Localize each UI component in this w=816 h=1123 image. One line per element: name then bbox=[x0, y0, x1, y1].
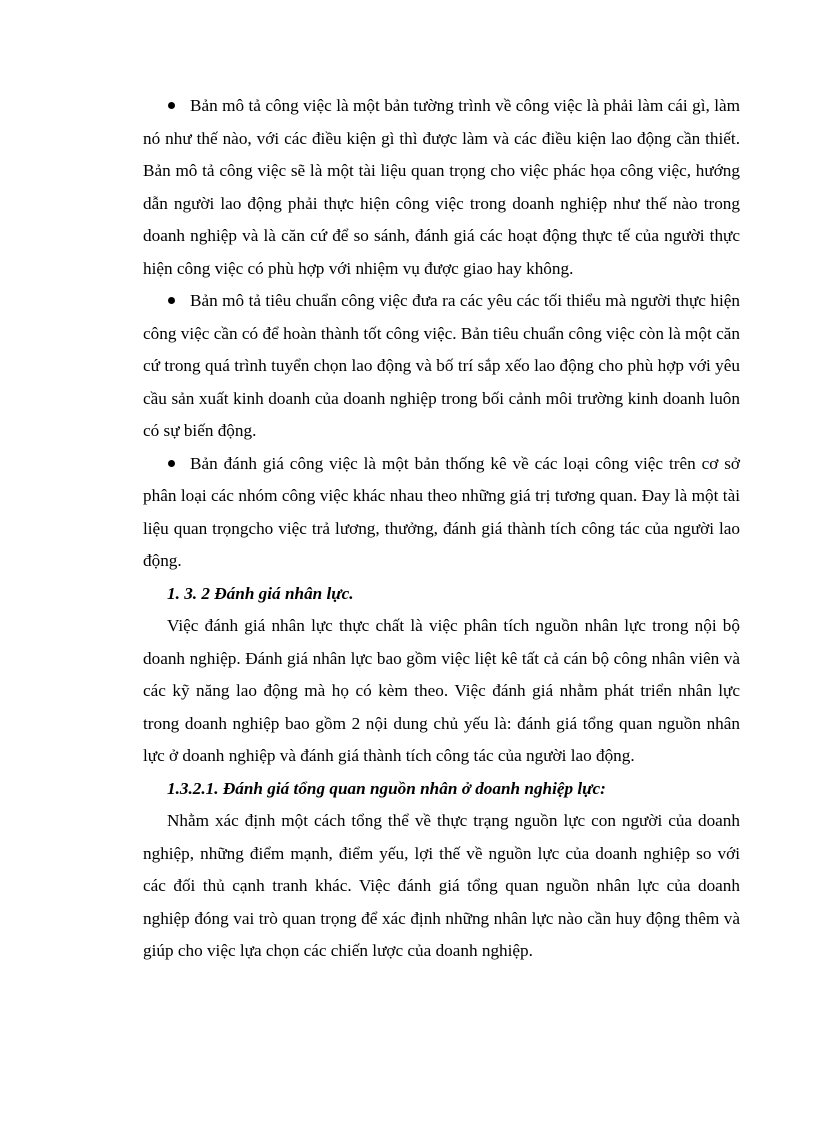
section-heading-1-3-2-1: 1.3.2.1. Đánh giá tổng quan nguồn nhân ở doanh nghiệp lực: bbox=[167, 778, 606, 798]
body-paragraph-hr-evaluation: Việc đánh giá nhân lực thực chất là việc phân tích nguồn nhân lực trong nội bộ doanh nghiệp. Đánh giá nhân lực bao gồm việc liệt kê tất cả cán bộ công nhân viên và các kỹ năng lao động mà họ có kèm theo. Việc đánh giá nhằm phát triển nhân lực trong doanh nghiệp bao gồm 2 nội dung chủ yếu là: đánh giá tổng quan nguồn nhân lực ở doanh nghiệp và đánh giá thành tích công tác của người lao động. bbox=[143, 616, 740, 765]
bullet-paragraph-job-standard bbox=[143, 285, 740, 448]
bullet-paragraph-job-evaluation bbox=[143, 448, 740, 578]
bullet-text: Bản mô tả công việc là một bản tường trình về công việc là phải làm cái gì, làm nó như thế nào, với các điều kiện gì thì được làm và các điều kiện lao động cần thiết. Bản mô tả công việc sẽ là một tài liệu quan trọng cho việc phác họa công việc, hướng dẫn người lao động phải thực hiện công việc trong doanh nghiệp như thế nào trong doanh nghiệp và là căn cứ để so sánh, đánh giá các hoạt động thực tế của người thực hiện công việc có phù hợp với nhiệm vụ được giao hay không. bbox=[143, 96, 740, 278]
section-heading-1-3-2: 1. 3. 2 Đánh giá nhân lực. bbox=[167, 583, 354, 603]
bullet-icon bbox=[168, 102, 175, 109]
bullet-paragraph-job-description bbox=[143, 90, 740, 285]
document-body bbox=[143, 90, 740, 968]
bullet-icon bbox=[168, 297, 175, 304]
bullet-text: Bản đánh giá công việc là một bản thống kê về các loại công việc trên cơ sở phân loại các nhóm công việc khác nhau theo những giá trị tương quan. Đay là một tài liệu quan trọngcho việc trả lương, thưởng, đánh giá thành tích công tác của người lao động. bbox=[143, 453, 740, 570]
body-paragraph-overview-evaluation: Nhằm xác định một cách tổng thể về thực trạng nguồn lực con người của doanh nghiệp, những điểm mạnh, điểm yếu, lợi thế về nguồn lực của doanh nghiệp so với các đối thủ cạnh tranh khác. Việc đánh giá tổng quan nguồn nhân lực của doanh nghiệp đóng vai trò quan trọng để xác định những nhân lực nào cần huy động thêm và giúp cho việc lựa chọn các chiến lược của doanh nghiệp. bbox=[143, 811, 740, 960]
bullet-text: Bản mô tả tiêu chuẩn công việc đưa ra các yêu các tối thiểu mà người thực hiện công việc cần có để hoàn thành tốt công việc. Bản tiêu chuẩn công việc còn là một căn cứ trong quá trình tuyển chọn lao động và bố trí sắp xếo lao động cho phù hợp với yêu cầu sản xuất kinh doanh của doanh nghiệp trong bối cảnh môi trường kinh doanh luôn có sự biến động. bbox=[143, 291, 740, 440]
bullet-icon bbox=[168, 460, 175, 467]
